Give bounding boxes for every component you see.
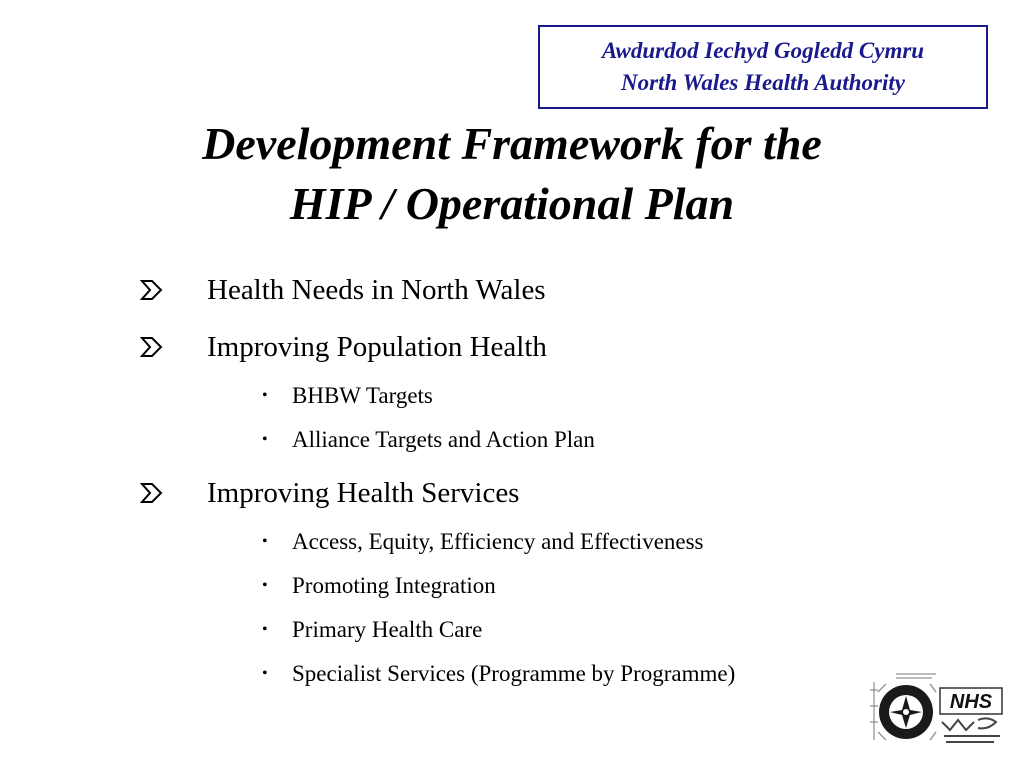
org-name-english: North Wales Health Authority	[621, 70, 905, 95]
slide-title	[0, 114, 1024, 234]
slide-title-line-2: HIP / Operational Plan	[289, 178, 735, 229]
sub-bullet-label: Alliance Targets and Action Plan	[292, 427, 595, 452]
bullet-label: Health Needs in North Wales	[207, 274, 546, 306]
arrow-bullet-icon	[140, 327, 164, 367]
dot-bullet-icon: •	[262, 387, 268, 404]
bullet-label: Improving Health Services	[207, 477, 520, 509]
sub-bullet-label: Specialist Services (Programme by Programme)	[292, 661, 736, 686]
arrow-bullet-icon	[140, 270, 164, 310]
nhs-wales-logo	[866, 670, 1006, 750]
dot-bullet-icon: •	[262, 665, 268, 682]
dot-bullet-icon: •	[262, 431, 268, 448]
org-name-welsh: Awdurdod Iechyd Gogledd Cymru	[601, 38, 925, 63]
dot-bullet-icon: •	[262, 533, 268, 550]
arrow-bullet-icon	[140, 473, 164, 513]
slide-title-line-1: Development Framework for the	[202, 118, 822, 169]
sub-bullet-label: Primary Health Care	[292, 617, 483, 642]
sub-bullet-label: BHBW Targets	[292, 383, 433, 408]
org-name-box	[538, 25, 988, 109]
sub-bullet-label: Promoting Integration	[292, 573, 496, 598]
dot-bullet-icon: •	[262, 577, 268, 594]
bullet-label: Improving Population Health	[207, 331, 547, 363]
dot-bullet-icon: •	[262, 621, 268, 638]
svg-text:NHS: NHS	[949, 691, 993, 713]
sub-bullet-label: Access, Equity, Efficiency and Effectiveness	[292, 529, 704, 554]
